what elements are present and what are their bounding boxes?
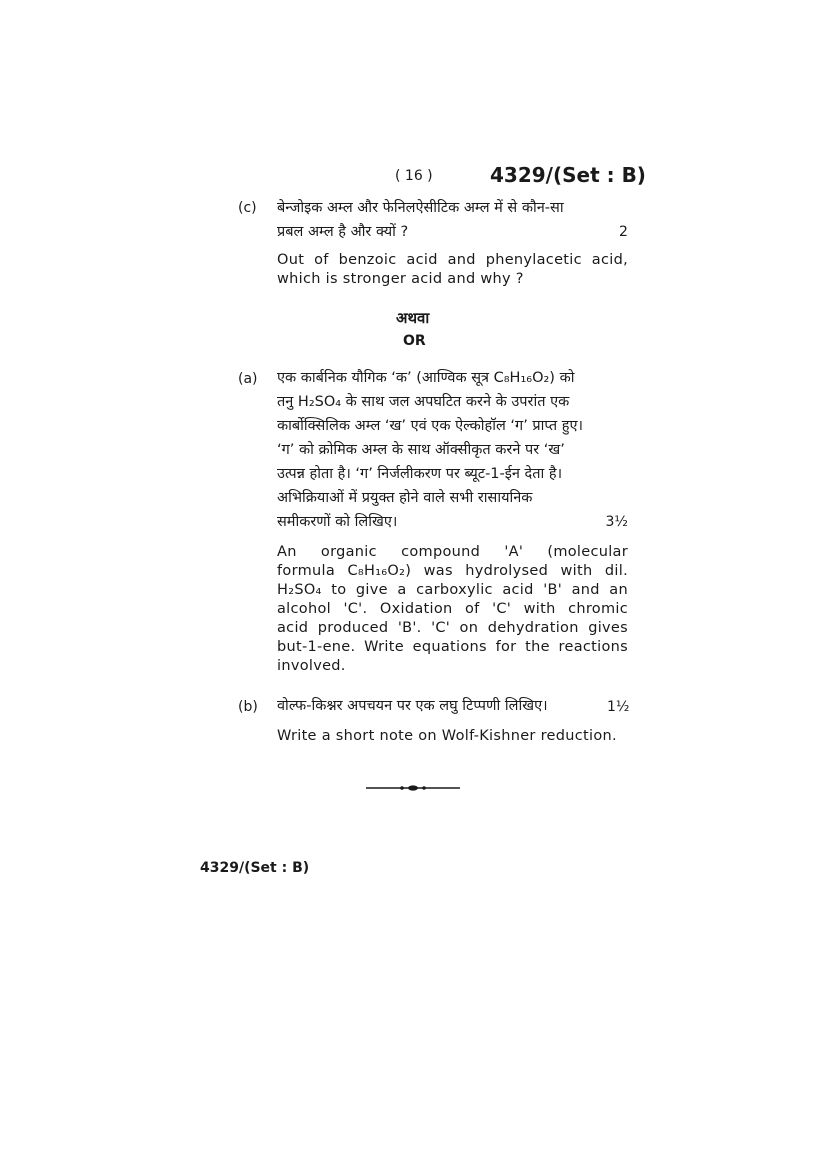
question-a-hindi (277, 366, 628, 534)
or-english: OR (403, 333, 426, 349)
question-a-hindi-last-row (277, 510, 628, 534)
or-hindi: अथवा (396, 309, 430, 327)
question-a-english (277, 543, 628, 676)
question-a-hindi-line: ‘ग’ को क्रोमिक अम्ल के साथ ऑक्सीकृत करने पर ‘ख’ (277, 442, 565, 458)
paper-code-footer: 4329/(Set : B) (200, 860, 310, 876)
question-c-english: Out of benzoic acid and phenylacetic acid, which is stronger acid and why ? (277, 252, 628, 287)
question-a-english-line: acid produced 'B'. 'C' on dehydration gives (277, 620, 628, 636)
question-label-b: (b) (238, 699, 258, 715)
question-label-c: (c) (238, 200, 257, 216)
question-a-hindi-line: समीकरणों को लिखिए। (277, 514, 398, 530)
question-a-hindi-line: उत्पन्न होता है। ‘ग’ निर्जलीकरण पर ब्यूट-1-ईन देता है। (277, 466, 563, 482)
question-a-english-line: but-1-ene. Write equations for the reactions (277, 639, 628, 655)
question-a-hindi-line: अभिक्रियाओं में प्रयुक्त होने वाले सभी रासायनिक (277, 490, 533, 506)
question-a-english-line: An organic compound 'A' (molecular (277, 544, 628, 560)
question-a-english-line: H₂SO₄ to give a carboxylic acid 'B' and an (277, 582, 628, 598)
page-number: ( 16 ) (395, 168, 433, 184)
question-a-english-line: alcohol 'C'. Oxidation of 'C' with chromic (277, 601, 628, 617)
question-a-hindi-line: तनु H₂SO₄ के साथ जल अपघटित करने के उपरांत एक (277, 394, 570, 410)
question-a-hindi-line: कार्बोक्सिलिक अम्ल ‘ख’ एवं एक ऐल्कोहॉल ‘ग’ प्राप्त हुए। (277, 418, 583, 434)
paper-code-header: 4329/(Set : B) (490, 163, 646, 187)
question-c-hindi-line2: प्रबल अम्ल है और क्यों ? (277, 224, 409, 240)
question-a-english-line: involved. (277, 658, 346, 674)
question-b-english: Write a short note on Wolf-Kishner reduction. (277, 728, 617, 744)
question-label-a: (a) (238, 371, 258, 387)
end-divider-ornament (366, 782, 460, 794)
question-a-english-line: formula C₈H₁₆O₂) was hydrolysed with dil. (277, 563, 628, 579)
question-c-hindi-line1: बेन्जोइक अम्ल और फेनिलऐसीटिक अम्ल में से कौन-सा (277, 200, 564, 216)
question-b-marks: 1½ (607, 699, 630, 715)
question-b-hindi: वोल्फ-किश्नर अपचयन पर एक लघु टिप्पणी लिखिए। (277, 698, 548, 714)
question-a-hindi-line: एक कार्बनिक यौगिक ‘क’ (आण्विक सूत्र C₈H₁₆O₂) को (277, 370, 575, 386)
question-c-marks: 2 (619, 224, 628, 240)
question-a-marks: 3½ (605, 514, 628, 530)
